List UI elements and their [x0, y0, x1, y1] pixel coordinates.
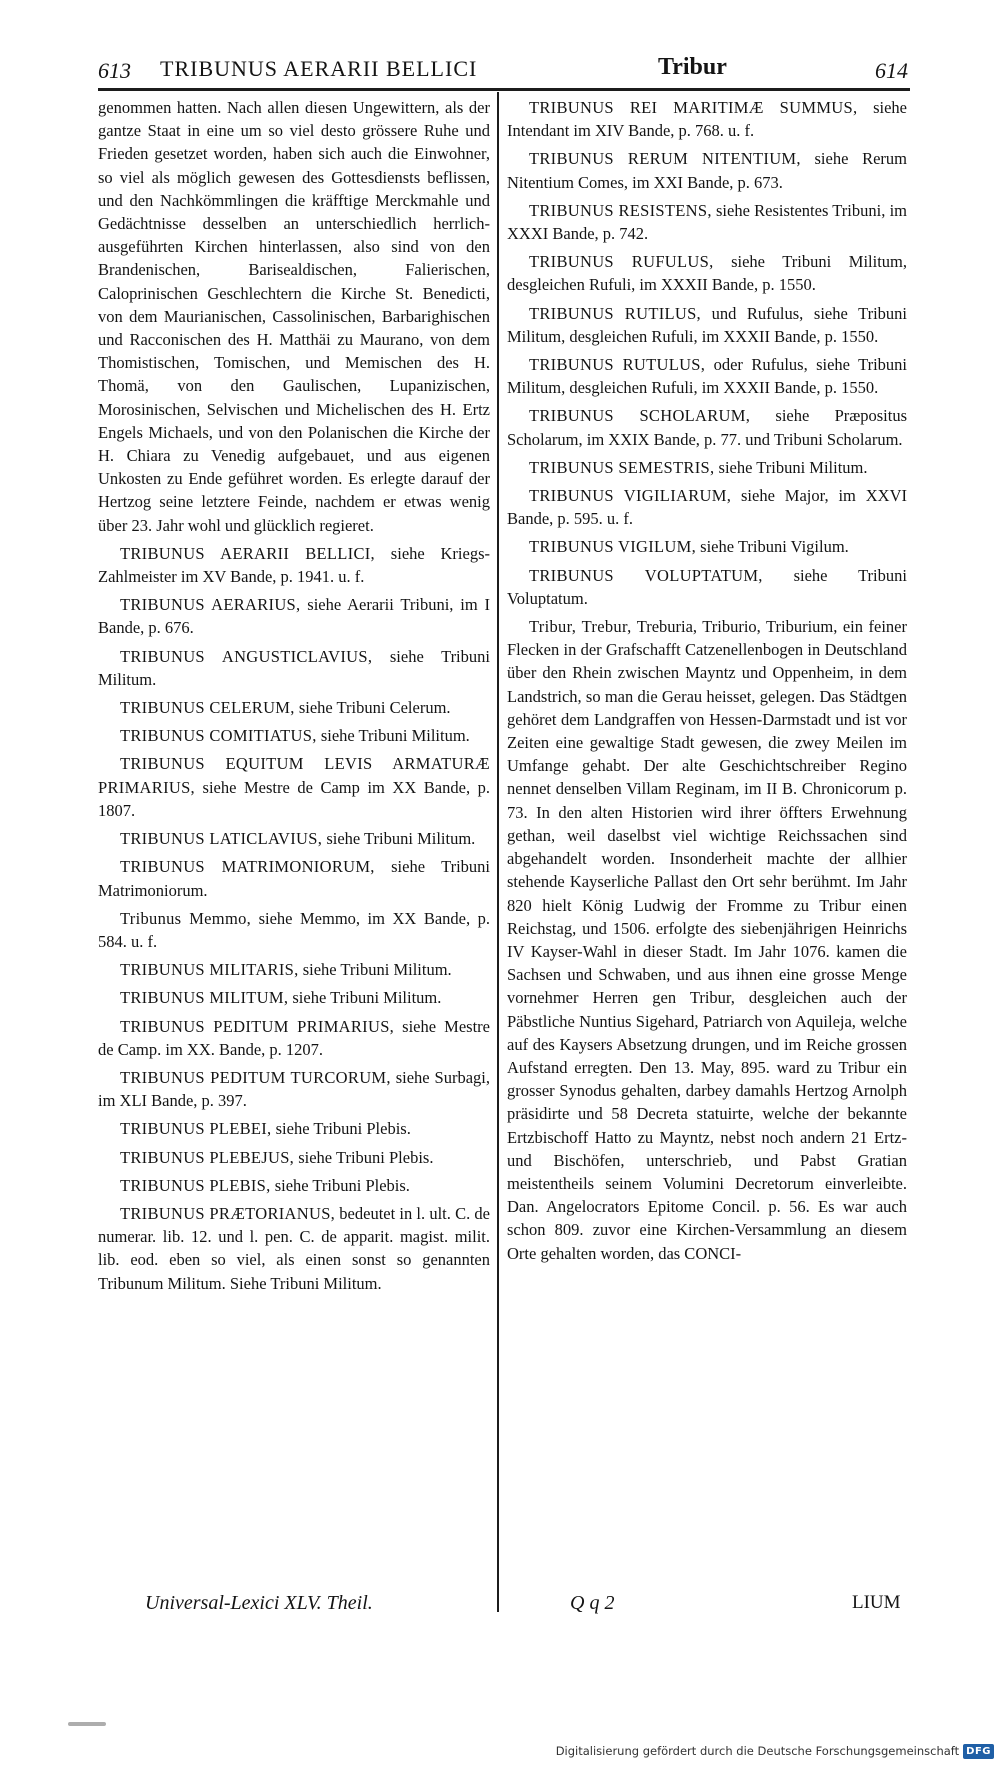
dictionary-entry [98, 907, 490, 953]
entry-text: bedeutet in l. ult. C. de numerar. lib. 12. und l. pen. C. de apparit. magist. milit. lib. eod. eben so viel, als einen sonst so genannten Tribunum Militum. Siehe Tribuni Militum. [98, 1203, 490, 1293]
dictionary-entry [507, 564, 907, 610]
entry-headword: TRIBUNUS RESISTENS, [529, 200, 712, 220]
entry-headword: Tribunus Memmo, [120, 908, 252, 928]
entry-headword: TRIBUNUS ANGUSTICLAVIUS, [120, 646, 373, 666]
dictionary-entry [98, 1066, 490, 1112]
dictionary-entry [507, 535, 907, 558]
right-running-title: Tribur [658, 54, 727, 80]
entry-text: siehe Memmo, im XX Bande, p. 584. u. f. [98, 908, 490, 951]
credit-text: Digitalisierung gefördert durch die Deutsche Forschungsgemeinschaft [555, 1744, 960, 1758]
right-column [507, 96, 907, 1270]
entry-text: siehe Tribuni Militum. [714, 457, 868, 477]
digitization-credit [556, 1740, 994, 1762]
entry-text: Treburia, Triburio, Triburium, ein feiner Flecken in der Grafschafft Catzenellenbogen in Deutschland über den Rhein zwischen Mayntz und Oppenheim, in dem Landstrich, so man die Gerau heisset, gelegen. Das Städtgen gehöret dem Landgraffen von Hessen-Darmstadt und ist vor Zeiten eine gewaltige Stadt gewesen, die zwey Meilen im Umfange gehabt. Der alte Geschichtschreiber Regino nennet denselben Villam Reginam, im II B. Chronicorum p. 73. In den alten Historien wird ihrer öffters Erwehnung gethan, weil daselbst viel wichtige Reichssachen sind abgehandelt worden. Insonderheit machte der allhier stehende Kayserliche Pallast den Ort sehr berühmt. Im Jahr 820 hielt König Ludwig der Fromme zu Tribur einen Reichstag, und 1506. erfolgte des siebenjährigen Heinrichs IV Kayser-Wahl in dieser Stadt. Im Jahr 1076. kamen die Sachsen und Schwaben, und aus ihnen eine grosse Menge vornehmer Herren gen Tribur, desgleichen auch der Päbstliche Nuntius Sigehard, Patriarch von Aquileja, welche auf des Kaysers Absetzung drungen, und im Reiche grossen Aufstand erregten. Den 13. May, 895. ward zu Tribur ein grosser Synodus gehalten, darbey damahls Hertzog Arnolph präsidirte und 58 Decreta statuirte, welche der bekannte Ertzbischoff Hatto zu Mayntz, nebst noch andern 21 Ertz- und Bischöfen, unterschrieb, und Pabst Gratian meistentheils seinem Volumini Decretorum einverleibte. Dan. Angelocrators Epitome Concil. p. 56. Es war auch schon 809. zuvor eine Kirchen-Versammlung an diesem Orte gehalten worden, das CONCI- [507, 617, 907, 1263]
dictionary-entry [98, 1117, 490, 1140]
signature-mark: Q q 2 [570, 1592, 615, 1614]
dictionary-entry [98, 593, 490, 639]
dictionary-entry [98, 542, 490, 588]
dictionary-entry [507, 302, 907, 348]
dictionary-entry [507, 353, 907, 399]
entry-text: siehe Tribuni Plebis. [270, 1175, 410, 1195]
dictionary-entry [98, 827, 490, 850]
entry-headword: TRIBUNUS RUTILUS, [529, 303, 701, 323]
entry-text: siehe Mestre de Camp. im XX. Bande, p. 1207. [98, 1016, 490, 1059]
dictionary-entry [98, 986, 490, 1009]
entry-headword: TRIBUNUS PRÆTORIANUS, [120, 1203, 336, 1223]
dictionary-entry [98, 645, 490, 691]
dictionary-entry [507, 484, 907, 530]
entry-headword: TRIBUNUS PLEBEJUS, [120, 1147, 295, 1167]
dictionary-entry [98, 1015, 490, 1061]
dictionary-entry [98, 96, 490, 537]
entry-headword: TRIBUNUS RUFULUS, [529, 252, 714, 272]
entry-headword: TRIBUNUS AERARII BELLICI, [120, 543, 375, 563]
entry-headword: TRIBUNUS PEDITUM TURCORUM, [120, 1067, 391, 1087]
entry-headword: TRIBUNUS VIGILIARUM, [529, 486, 732, 506]
entry-headword: TRIBUNUS MATRIMONIORUM, [120, 857, 375, 877]
entry-text: siehe Tribuni Militum. [322, 829, 476, 849]
dictionary-entry [98, 855, 490, 901]
dictionary-entry [98, 1146, 490, 1169]
running-header [98, 50, 908, 86]
dictionary-entry [98, 958, 490, 981]
entry-text: siehe Major, im XXVI Bande, p. 595. u. f. [507, 486, 907, 529]
entry-text: siehe Tribuni Militum. [98, 646, 490, 689]
column-divider [497, 92, 499, 1612]
entry-headword: Tribur, Trebur, [529, 617, 632, 637]
entry-headword: TRIBUNUS VIGILUM, [529, 537, 697, 557]
entry-text: siehe Tribuni Plebis. [294, 1147, 434, 1167]
entry-text: genommen hatten. Nach allen diesen Ungewittern, als der gantze Staat in eine um so viel desto grössere Ruhe und Frieden gesetzet worden, haben sich auch die Einwohner, so viel als möglich gewesen des Gottesdiensts beflissen, und den Nachkömmlingen die kräfftige Merckmahle und Gedächtnisse desselben an unterschiedlich herrlich-ausgeführten Kirchen hinterlassen, also sind von den Brandenischen, Barisealdischen, Falierischen, Caloprinischen Geschlechtern die Kirche St. Benedicti, von dem Maurianischen, Cassolinischen, Barbarighischen und Racconischen des H. Matthäi zu Maurano, von dem Thomistischen, Tomischen, und Memischen des H. Thomä, von den Gaulischen, Lupanizischen, Morosinischen, Selvischen und Michelischen des H. Ertz Engels Michaels, und von den Polanischen die Kirche der H. Chiara zu Venedig aufgebauet, und aus eigenen Unkosten zu Ende geführet worden. Es erlegte darauf der Hertzog seine letztere Feinde, nachdem er etwas wenig über 23. Jahr wohl und glücklich regieret. [98, 98, 490, 535]
entry-text: siehe Aerarii Tribuni, im I Bande, p. 676. [98, 595, 490, 638]
entry-text: oder Rufulus, siehe Tribuni Militum, desgleichen Rufuli, im XXXII Bande, p. 1550. [507, 355, 907, 398]
left-column [98, 96, 490, 1300]
dictionary-entry [507, 456, 907, 479]
left-running-title: TRIBUNUS AERARII BELLICI [160, 56, 478, 81]
entry-text: siehe Kriegs-Zahlmeister im XV Bande, p. 1941. u. f. [98, 543, 491, 587]
entry-text: siehe Tribuni Militum. [316, 726, 470, 746]
entry-text: siehe Intendant im XIV Bande, p. 768. u. f. [507, 98, 907, 141]
entry-text: siehe Præpositus Scholarum, im XXIX Bande, p. 77. und Tribuni Scholarum. [507, 406, 908, 449]
entry-headword: TRIBUNUS REI MARITIMÆ SUMMUS, [529, 98, 858, 117]
catchword: LIUM [852, 1592, 901, 1613]
entry-text: siehe Tribuni Militum. [288, 988, 442, 1008]
entry-headword: TRIBUNUS COMITIATUS, [120, 726, 317, 746]
entry-text: siehe Surbagi, im XLI Bande, p. 397. [98, 1067, 490, 1111]
right-page-number: 614 [875, 58, 908, 83]
entry-text: siehe Mestre de Camp im XX Bande, p. 1807. [98, 777, 490, 820]
entry-text: siehe Tribuni Militum. [298, 960, 452, 980]
signature-line: Universal-Lexici XLV. Theil. [145, 1592, 373, 1614]
entry-headword: TRIBUNUS PLEBEI, [120, 1119, 272, 1139]
entry-headword: TRIBUNUS SCHOLARUM, [529, 406, 751, 426]
scan-smudge [68, 1722, 106, 1726]
dictionary-entry [98, 752, 490, 822]
dictionary-entry [507, 96, 907, 142]
dictionary-entry [507, 250, 907, 296]
dictionary-entry [98, 1202, 490, 1295]
entry-headword: TRIBUNUS SEMESTRIS, [529, 457, 715, 477]
entry-headword: TRIBUNUS AERARIUS, [120, 595, 301, 615]
entry-headword: TRIBUNUS PLEBIS, [120, 1175, 271, 1195]
entry-headword: TRIBUNUS PEDITUM PRIMARIUS, [120, 1016, 395, 1036]
entry-headword: TRIBUNUS EQUITUM LEVIS ARMATURÆ PRIMARIUS, [98, 754, 490, 797]
dictionary-entry [98, 696, 490, 719]
left-page-number: 613 [98, 58, 131, 83]
entry-headword: TRIBUNUS RUTULUS, [529, 355, 706, 375]
entry-headword: TRIBUNUS CELERUM, [120, 698, 295, 718]
dictionary-entry [98, 1174, 490, 1197]
dictionary-entry [507, 147, 907, 193]
entry-text: siehe Tribuni Vigilum. [696, 537, 849, 557]
entry-text: siehe Tribuni Matrimoniorum. [98, 857, 490, 900]
entry-headword: TRIBUNUS MILITUM, [120, 988, 289, 1008]
header-rule [98, 88, 910, 91]
entry-headword: TRIBUNUS VOLUPTATUM, [529, 565, 763, 585]
entry-headword: TRIBUNUS RERUM NITENTIUM, [529, 149, 801, 169]
entry-text: siehe Rerum Nitentium Comes, im XXI Bande, p. 673. [507, 149, 907, 192]
entry-text: siehe Tribuni Celerum. [294, 698, 451, 718]
entry-text: siehe Tribuni Militum, desgleichen Rufuli, im XXXII Bande, p. 1550. [507, 252, 908, 295]
entry-text: und Rufulus, siehe Tribuni Militum, desgleichen Rufuli, im XXXII Bande, p. 1550. [507, 303, 907, 346]
entry-headword: TRIBUNUS MILITARIS, [120, 960, 299, 980]
dictionary-entry [507, 199, 907, 245]
entry-text: siehe Tribuni Plebis. [271, 1119, 411, 1139]
entry-text: siehe Resistentes Tribuni, im XXXI Bande, p. 742. [507, 200, 907, 244]
entry-headword: TRIBUNUS LATICLAVIUS, [120, 829, 323, 849]
dictionary-entry [98, 724, 490, 747]
dfg-logo-icon: DFG [963, 1744, 994, 1759]
entry-text: siehe Tribuni Voluptatum. [507, 565, 907, 608]
dictionary-entry [507, 404, 907, 450]
dictionary-entry [507, 615, 907, 1265]
